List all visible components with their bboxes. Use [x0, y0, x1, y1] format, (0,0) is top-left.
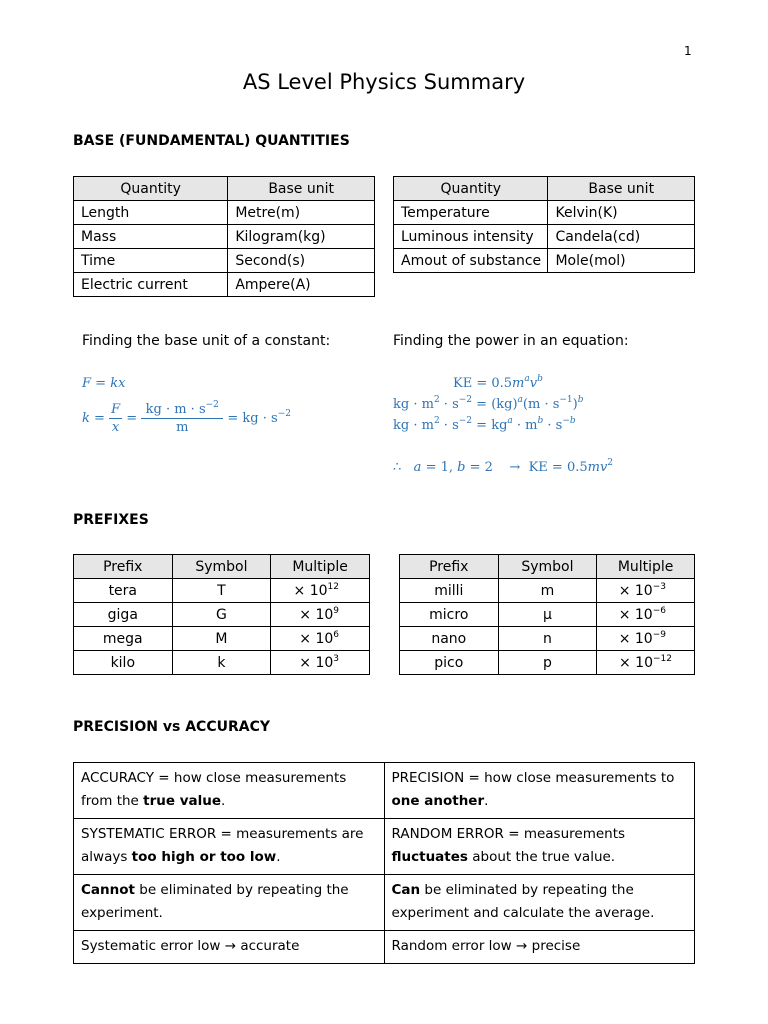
multiple-cell — [597, 651, 695, 675]
unit-name: Kelvin — [555, 204, 598, 221]
times-sign: × — [299, 606, 311, 623]
unit-symbol: (cd) — [612, 228, 641, 245]
prefix-cell: micro — [400, 603, 499, 627]
exponent: −9 — [652, 629, 666, 640]
column-header: Quantity — [394, 177, 548, 201]
table-row — [74, 651, 370, 675]
table-row — [74, 579, 370, 603]
unit-cell — [228, 225, 375, 249]
text: about the true value. — [467, 849, 616, 865]
symbol-cell: p — [498, 651, 597, 675]
table-row — [74, 931, 695, 964]
symbol-cell: m — [498, 579, 597, 603]
prefix-cell: pico — [400, 651, 499, 675]
unit-name: Ampere — [235, 276, 291, 293]
exponent: −6 — [652, 605, 666, 616]
text: . — [484, 793, 489, 809]
base-ten: 10 — [315, 630, 334, 647]
symbol-cell: k — [172, 651, 271, 675]
prefix-cell: kilo — [74, 651, 173, 675]
equation-k-units: k = $\frac{F}{x}$ = $\frac{kg \cdot m \cdot s^{-2}}{m}$ = kg · $s^{-2}$ — [82, 400, 291, 435]
emphasis: Can — [391, 882, 421, 898]
unit-symbol: (m) — [275, 204, 301, 221]
base-units-table-left — [73, 176, 375, 297]
table-row — [74, 273, 375, 297]
emphasis: fluctuates — [391, 849, 468, 865]
caption-power-equation: Finding the power in an equation: — [393, 333, 629, 349]
precision-definition — [384, 763, 695, 819]
quantity-cell: Electric current — [74, 273, 228, 297]
text: . — [221, 793, 226, 809]
times-sign: × — [293, 582, 306, 599]
multiple-cell — [597, 603, 695, 627]
times-sign: × — [618, 630, 631, 647]
table-row — [400, 603, 695, 627]
multiple-cell — [597, 627, 695, 651]
exponent: 3 — [333, 653, 339, 664]
text: SYSTEMATIC ERROR = measurements are always — [81, 826, 364, 865]
base-ten: 10 — [635, 654, 653, 671]
equation-ke-expanded: kg · $m^2 \cdot s^{-2} = kg^a \cdot m^b \cdot s^{-b}$ — [393, 416, 576, 433]
symbol-cell: G — [172, 603, 271, 627]
quantity-cell: Mass — [74, 225, 228, 249]
emphasis: one another — [391, 793, 485, 809]
quantity-cell: Time — [74, 249, 228, 273]
text: precise — [531, 938, 581, 954]
table-row — [74, 603, 370, 627]
table-row — [74, 225, 375, 249]
table-header-row — [74, 177, 375, 201]
table-header-row — [394, 177, 695, 201]
text: PRECISION = how close measurements to — [391, 770, 675, 786]
table-header-row — [74, 555, 370, 579]
base-ten: 10 — [315, 654, 334, 671]
unit-symbol: (A) — [290, 276, 311, 293]
base-ten: 10 — [315, 606, 334, 623]
unit-name: Metre — [235, 204, 276, 221]
column-header: Multiple — [271, 555, 370, 579]
unit-name: Second — [235, 252, 287, 269]
column-header: Symbol — [498, 555, 597, 579]
unit-cell — [548, 225, 695, 249]
column-header: Base unit — [548, 177, 695, 201]
page-number: 1 — [684, 44, 692, 58]
exponent: 12 — [327, 581, 339, 592]
quantity-cell: Amout of substance — [394, 249, 548, 273]
emphasis: too high or too low — [131, 849, 277, 865]
accuracy-definition — [74, 763, 385, 819]
prefix-cell: nano — [400, 627, 499, 651]
multiple-cell — [271, 603, 370, 627]
arrow-icon: → — [516, 938, 528, 954]
table-row — [74, 627, 370, 651]
times-sign: × — [618, 606, 631, 623]
table-row — [400, 579, 695, 603]
table-row — [400, 627, 695, 651]
table-row — [394, 201, 695, 225]
emphasis: Cannot — [81, 882, 135, 898]
base-quantities-heading: BASE (FUNDAMENTAL) QUANTITIES — [73, 133, 350, 149]
base-ten: 10 — [634, 606, 653, 623]
quantity-cell: Temperature — [394, 201, 548, 225]
unit-name: Mole — [555, 252, 589, 269]
unit-symbol: (s) — [286, 252, 306, 269]
table-header-row — [400, 555, 695, 579]
times-sign: × — [618, 654, 631, 671]
column-header: Base unit — [228, 177, 375, 201]
table-row — [74, 875, 695, 931]
text: be eliminated by repeating the experiment and calculate the average. — [391, 882, 655, 921]
unit-name: Candela — [555, 228, 613, 245]
equation-ke-units: kg · $m^2 \cdot s^{-2} = (kg)^a(m \cdot s^{-1})^b$ — [393, 395, 584, 412]
unit-cell — [548, 201, 695, 225]
exponent: −3 — [652, 581, 666, 592]
base-ten: 10 — [634, 582, 653, 599]
prefix-cell: milli — [400, 579, 499, 603]
table-row — [74, 201, 375, 225]
random-error-elimination — [384, 875, 695, 931]
exponent: −12 — [653, 653, 672, 664]
prefix-cell: giga — [74, 603, 173, 627]
text: accurate — [240, 938, 300, 954]
emphasis: true value — [143, 793, 222, 809]
quantity-cell: Length — [74, 201, 228, 225]
base-units-table-right — [393, 176, 695, 273]
column-header: Prefix — [74, 555, 173, 579]
prefixes-heading: PREFIXES — [73, 512, 149, 528]
exponent: 9 — [333, 605, 339, 616]
column-header: Symbol — [172, 555, 271, 579]
unit-name: Kilogram — [235, 228, 298, 245]
equation-result: ∴ a = 1, b = 2 → KE = $0.5mv^2$ — [393, 458, 614, 475]
quantity-cell: Luminous intensity — [394, 225, 548, 249]
prefix-cell: tera — [74, 579, 173, 603]
multiple-cell — [271, 651, 370, 675]
symbol-cell: n — [498, 627, 597, 651]
column-header: Quantity — [74, 177, 228, 201]
table-row — [394, 225, 695, 249]
column-header: Multiple — [597, 555, 695, 579]
symbol-cell: μ — [498, 603, 597, 627]
multiple-cell — [271, 627, 370, 651]
unit-cell — [228, 273, 375, 297]
unit-cell — [228, 201, 375, 225]
table-row — [74, 249, 375, 273]
times-sign: × — [299, 630, 311, 647]
unit-cell — [548, 249, 695, 273]
unit-symbol: (kg) — [297, 228, 326, 245]
arrow-icon: → — [224, 938, 237, 954]
unit-symbol: (mol) — [588, 252, 626, 269]
text: . — [276, 849, 281, 865]
systematic-error-elimination — [74, 875, 385, 931]
base-ten: 10 — [634, 630, 653, 647]
text: RANDOM ERROR = measurements — [391, 826, 626, 842]
caption-base-unit-constant: Finding the base unit of a constant: — [82, 333, 331, 349]
table-row — [394, 249, 695, 273]
table-row — [74, 819, 695, 875]
symbol-cell: T — [172, 579, 271, 603]
text: be eliminated by repeating the experiment. — [81, 882, 349, 921]
precision-accuracy-heading: PRECISION vs ACCURACY — [73, 719, 270, 735]
multiple-cell — [597, 579, 695, 603]
unit-symbol: (K) — [597, 204, 618, 221]
equation-ke: KE = $0.5m^av^b$ — [453, 374, 543, 391]
times-sign: × — [299, 654, 311, 671]
base-ten: 10 — [309, 582, 328, 599]
systematic-error-definition — [74, 819, 385, 875]
multiple-cell — [271, 579, 370, 603]
systematic-error-low — [74, 931, 385, 964]
prefix-table-right — [399, 554, 695, 675]
random-error-definition — [384, 819, 695, 875]
column-header: Prefix — [400, 555, 499, 579]
table-row — [74, 763, 695, 819]
equation-hooke: F = kx — [82, 376, 126, 391]
unit-cell — [228, 249, 375, 273]
precision-accuracy-table — [73, 762, 695, 964]
prefix-cell: mega — [74, 627, 173, 651]
text: ACCURACY = how close measurements from the — [81, 770, 347, 809]
times-sign: × — [618, 582, 631, 599]
random-error-low — [384, 931, 695, 964]
symbol-cell: M — [172, 627, 271, 651]
text: Systematic error low — [81, 938, 221, 954]
prefix-table-left — [73, 554, 370, 675]
text: Random error low — [391, 938, 512, 954]
table-row — [400, 651, 695, 675]
page-title: AS Level Physics Summary — [242, 70, 526, 94]
exponent: 6 — [333, 629, 339, 640]
